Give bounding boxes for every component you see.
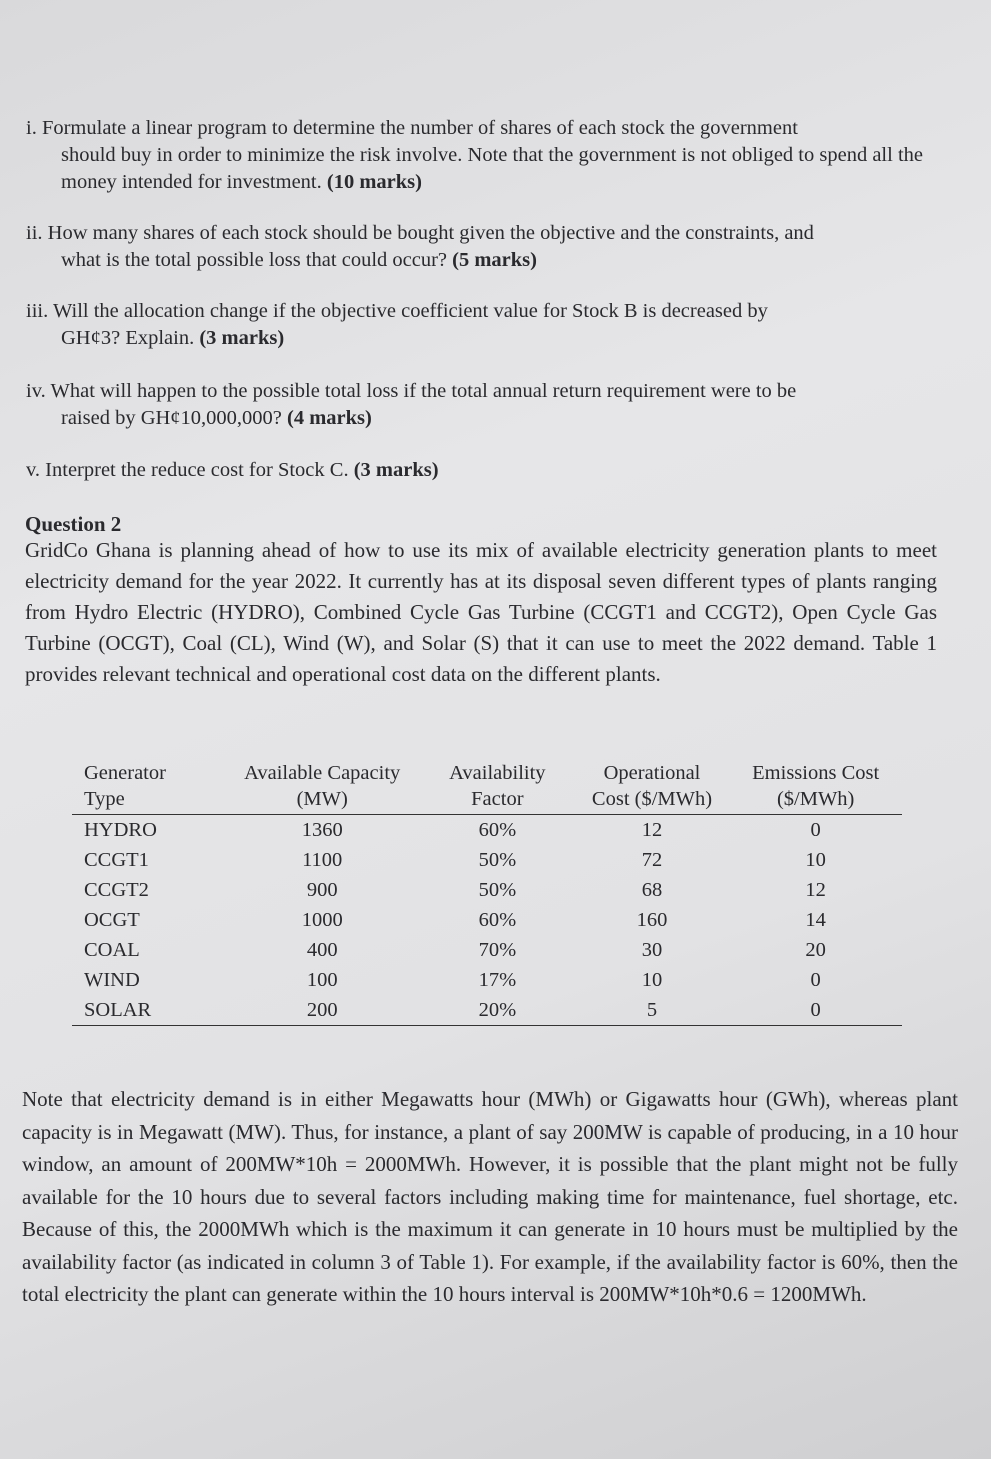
cell-availability: 50% bbox=[478, 849, 517, 871]
part-text-cont: GH¢3? Explain. bbox=[61, 327, 195, 349]
cell-operational: 12 bbox=[641, 819, 663, 841]
part-numeral: ii. bbox=[26, 222, 43, 244]
cell-type: WIND bbox=[84, 969, 140, 991]
note-paragraph: Note that electricity demand is in either Megawatts hour (MWh) or Gigawatts hour (GWh), whereas plant capacity is in Megawatt (MW). Thus, for instance, a plant of say 200MW is capable of producing, in a 10 hour window, an amount of 200MW*10h = 2000MWh. However, it is possible that the plant might not be fully available for the 10 hours due to several factors including making time for maintenance, fuel shortage, etc. Because of this, the 2000MWh which is the maximum it can generate in 10 hours must be multiplied by the availability factor (as indicated in column 3 of Table 1). For example, if the availability factor is 60%, then the total electricity the plant can generate within the 10 hours interval is 200MW*10h*0.6 = 1200MWh. bbox=[22, 1087, 958, 1306]
cell-emissions: 0 bbox=[810, 969, 821, 991]
part-text-cont: raised by GH¢10,000,000? bbox=[61, 407, 282, 429]
table bbox=[72, 760, 902, 1026]
cell-availability: 60% bbox=[478, 909, 517, 931]
cell-capacity: 100 bbox=[306, 969, 338, 991]
header-available-capacity: Available Capacity (MW) bbox=[224, 760, 420, 815]
cell-availability: 70% bbox=[478, 939, 517, 961]
cell-emissions: 14 bbox=[805, 909, 826, 931]
cell-type: SOLAR bbox=[72, 995, 224, 1026]
header-operational-cost: Operational Cost ($/MWh) bbox=[575, 760, 730, 815]
header-emissions-cost: Emissions Cost ($/MWh) bbox=[729, 760, 902, 815]
part-marks: (10 marks) bbox=[326, 171, 422, 193]
question-part-iii bbox=[26, 298, 936, 352]
cell-emissions: 0 bbox=[729, 995, 902, 1026]
cell-operational: 68 bbox=[641, 879, 663, 901]
cell-type: OCGT bbox=[84, 909, 140, 931]
cell-type: CCGT1 bbox=[84, 849, 149, 871]
table-row bbox=[72, 845, 902, 875]
cell-operational: 10 bbox=[641, 969, 663, 991]
part-marks: (5 marks) bbox=[452, 249, 537, 271]
table-header bbox=[72, 760, 902, 815]
part-marks: (3 marks) bbox=[353, 459, 439, 481]
cell-availability: 50% bbox=[478, 879, 517, 901]
cell-availability: 17% bbox=[478, 969, 517, 991]
cell-emissions: 10 bbox=[805, 849, 826, 871]
part-text-line1: Formulate a linear program to determine the number of shares of each stock the government bbox=[41, 117, 798, 139]
question-part-v bbox=[26, 457, 936, 484]
part-text-line1: Interpret the reduce cost for Stock C. bbox=[45, 459, 349, 481]
cell-type: COAL bbox=[84, 939, 140, 961]
part-text-line1: How many shares of each stock should be bought given the objective and the constraints, and bbox=[47, 222, 814, 244]
part-numeral: i. bbox=[26, 117, 37, 139]
table-body bbox=[72, 815, 902, 1026]
part-numeral: iv. bbox=[26, 380, 46, 402]
cell-availability: 60% bbox=[478, 819, 517, 841]
table-row bbox=[72, 995, 902, 1026]
cell-emissions: 12 bbox=[805, 879, 826, 901]
cell-emissions: 0 bbox=[810, 819, 821, 841]
cell-capacity: 1100 bbox=[302, 849, 343, 871]
cell-capacity: 900 bbox=[306, 879, 338, 901]
part-marks: (4 marks) bbox=[287, 407, 372, 429]
question-part-iv bbox=[26, 378, 936, 432]
cell-availability: 20% bbox=[420, 995, 575, 1026]
cell-capacity: 200 bbox=[224, 995, 420, 1026]
cell-capacity: 400 bbox=[306, 939, 338, 961]
header-generator-type: Generator Type bbox=[72, 760, 224, 815]
cell-capacity: 1360 bbox=[301, 819, 343, 841]
part-marks: (3 marks) bbox=[199, 327, 285, 349]
question-part-i bbox=[26, 115, 936, 196]
part-numeral: iii. bbox=[26, 300, 49, 322]
part-text-line1: What will happen to the possible total loss if the total annual return requirement were to be bbox=[50, 380, 797, 402]
table-row bbox=[72, 905, 902, 935]
cell-emissions: 20 bbox=[805, 939, 826, 961]
part-text-cont: what is the total possible loss that could occur? bbox=[61, 249, 448, 271]
part-text-line1: Will the allocation change if the objective coefficient value for Stock B is decreased by bbox=[52, 300, 768, 322]
cell-operational: 72 bbox=[641, 849, 663, 871]
cell-operational: 160 bbox=[636, 909, 668, 931]
cell-type: CCGT2 bbox=[84, 879, 149, 901]
table-row bbox=[72, 815, 902, 846]
header-availability-factor: Availability Factor bbox=[420, 760, 575, 815]
question-part-ii bbox=[26, 220, 936, 274]
plant-data-table bbox=[72, 760, 902, 1026]
cell-capacity: 1000 bbox=[301, 909, 343, 931]
table-row bbox=[72, 935, 902, 965]
part-numeral: v. bbox=[26, 459, 41, 481]
table-row bbox=[72, 965, 902, 995]
question-2-body: GridCo Ghana is planning ahead of how to use its mix of available electricity generation plants to meet electricity demand for the year 2022. It currently has at its disposal seven different types of plants ranging from Hydro Electric (HYDRO), Combined Cycle Gas Turbine (CCGT1 and CCGT2), Open Cycle Gas Turbine (OCGT), Coal (CL), Wind (W), and Solar (S) that it can use to meet the 2022 demand. Table 1 provides relevant technical and operational cost data on the different plants. bbox=[25, 538, 937, 686]
question-2-heading: Question 2 bbox=[25, 512, 122, 536]
cell-operational: 30 bbox=[641, 939, 663, 961]
part-text-cont: should buy in order to minimize the risk involve. Note that the government is not obliged to spend all the money intended for investment. bbox=[61, 144, 923, 193]
cell-type: HYDRO bbox=[84, 819, 157, 841]
header-row bbox=[72, 760, 902, 815]
cell-operational: 5 bbox=[575, 995, 730, 1026]
table-row bbox=[72, 875, 902, 905]
